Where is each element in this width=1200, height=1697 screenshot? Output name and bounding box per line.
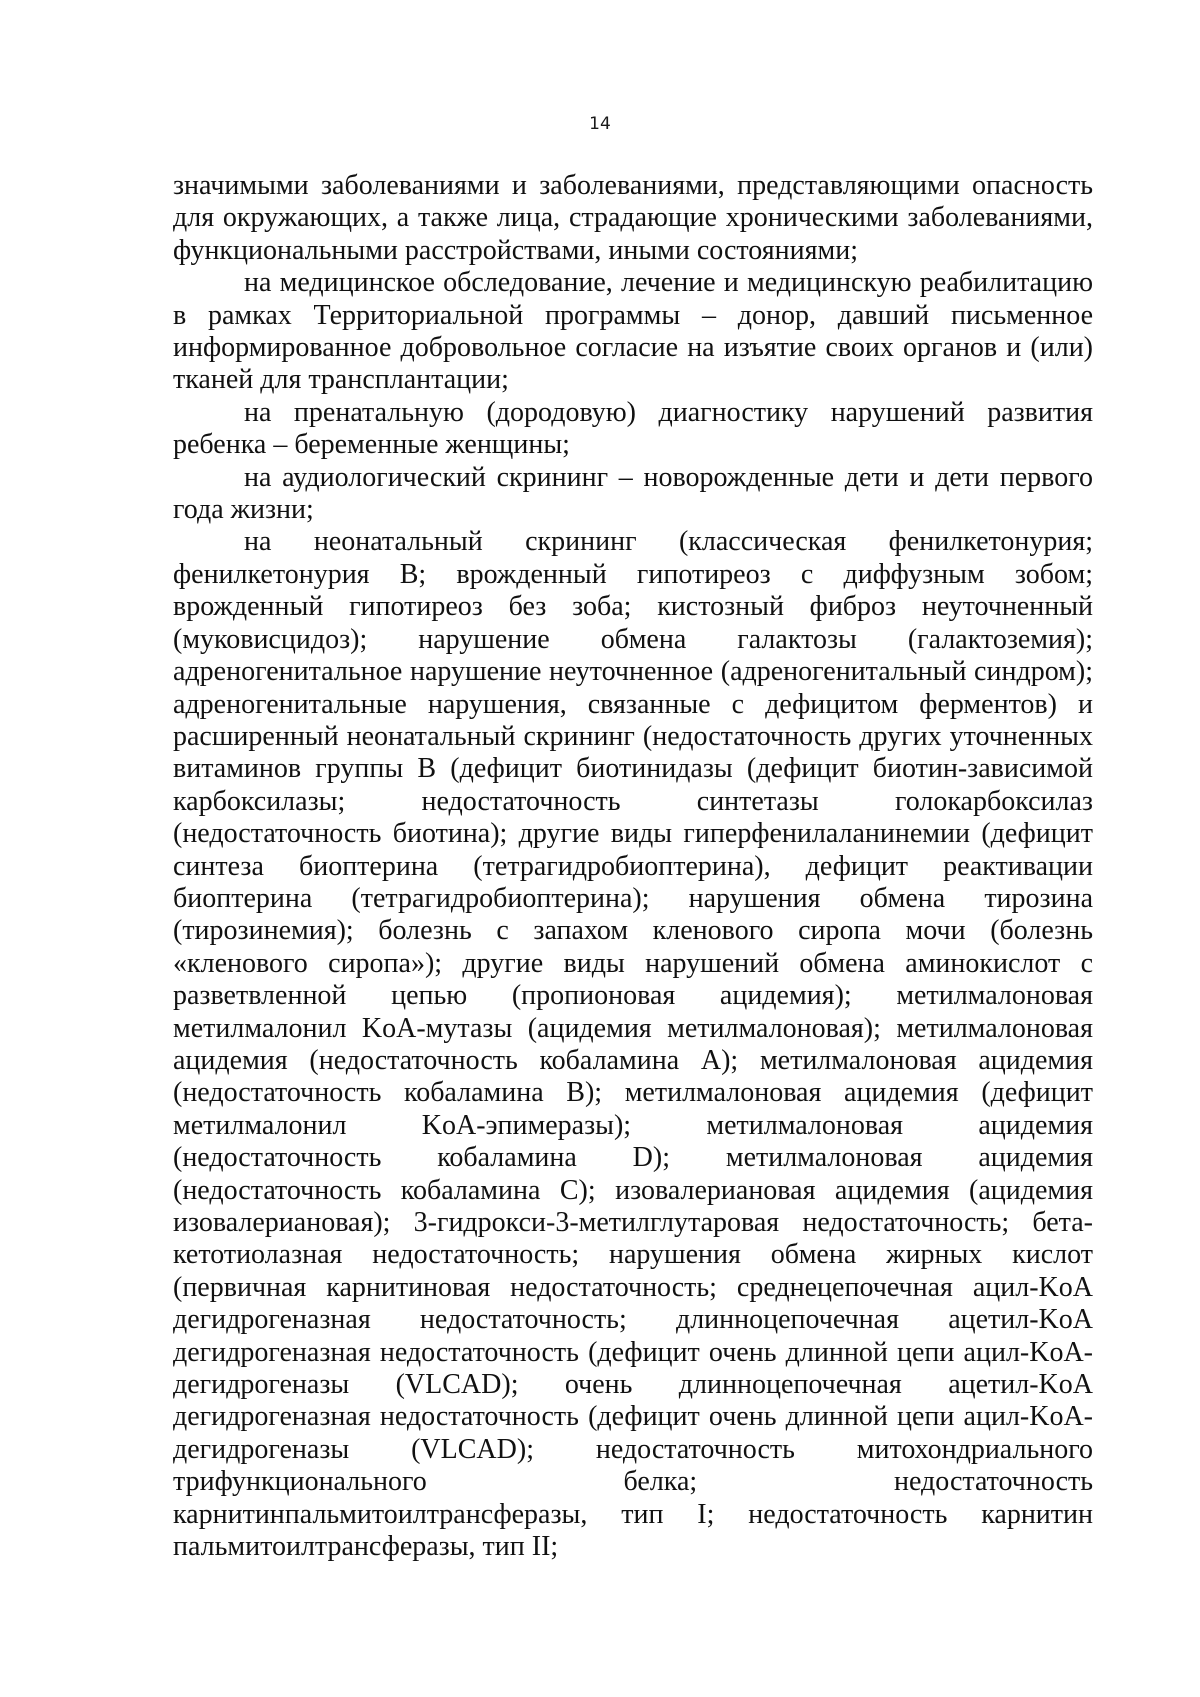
paragraph-4: на аудиологический скрининг – новорожденные дети и дети первого года жизни; [173,461,1093,526]
document-body [173,170,1093,1563]
paragraph-3: на пренатальную (дородовую) диагностику нарушений развития ребенка – беременные женщины; [173,396,1093,461]
page-number: 14 [589,114,611,134]
paragraph-5: на неонатальный скрининг (классическая фенилкетонурия; фенилкетонурия B; врожденный гипотиреоз с диффузным зобом; врожденный гипотиреоз без зоба; кистозный фиброз неуточненный (муковисцидоз); нарушение обмена галактозы (галактоземия); адреногенитальное нарушение неуточненное (адреногенитальный синдром); адреногенитальные нарушения, связанные с дефицитом ферментов) и расширенный неонатальный скрининг (недостаточность других уточненных витаминов группы B (дефицит биотинидазы (дефицит биотин-зависимой карбоксилазы; недостаточность синтетазы голокарбоксилаз (недостаточность биотина); другие виды гиперфенилаланинемии (дефицит синтеза биоптерина (тетрагидробиоптерина), дефицит реактивации биоптерина (тетрагидробиоптерина); нарушения обмена тирозина (тирозинемия); болезнь с запахом кленового сиропа мочи (болезнь «кленового сиропа»); другие виды нарушений обмена аминокислот с разветвленной цепью (пропионовая ацидемия); метилмалоновая метилмалонил KoA-мутазы (ацидемия метилмалоновая); метилмалоновая ацидемия (недостаточность кобаламина A); метилмалоновая ацидемия (недостаточность кобаламина B); метилмалоновая ацидемия (дефицит метилмалонил KoA-эпимеразы); метилмалоновая ацидемия (недостаточность кобаламина D); метилмалоновая ацидемия (недостаточность кобаламина C); изовалериановая ацидемия (ацидемия изовалериановая); 3-гидрокси-3-метилглутаровая недостаточность; бета-кетотиолазная недостаточность; нарушения обмена жирных кислот (первичная карнитиновая недостаточность; среднецепочечная ацил-KoA дегидрогеназная недостаточность; длинноцепочечная ацетил-KoA дегидрогеназная недостаточность (дефицит очень длинной цепи ацил-KoA-дегидрогеназы (VLCAD); очень длинноцепочечная ацетил-KoA дегидрогеназная недостаточность (дефицит очень длинной цепи ацил-KoA-дегидрогеназы (VLCAD); недостаточность митохондриального трифункционального белка; недостаточность карнитинпальмитоилтрансферазы, тип I; недостаточность карнитин пальмитоилтрансферазы, тип II; [173,526,1093,1563]
paragraph-1: значимыми заболеваниями и заболеваниями, представляющими опасность для окружающих, а также лица, страдающие хроническими заболеваниями, функциональными расстройствами, иными состояниями; [173,170,1093,266]
paragraph-2: на медицинское обследование, лечение и медицинскую реабилитацию в рамках Территориальной программы – донор, давший письменное информированное добровольное согласие на изъятие своих органов и (или) тканей для трансплантации; [173,267,1093,396]
